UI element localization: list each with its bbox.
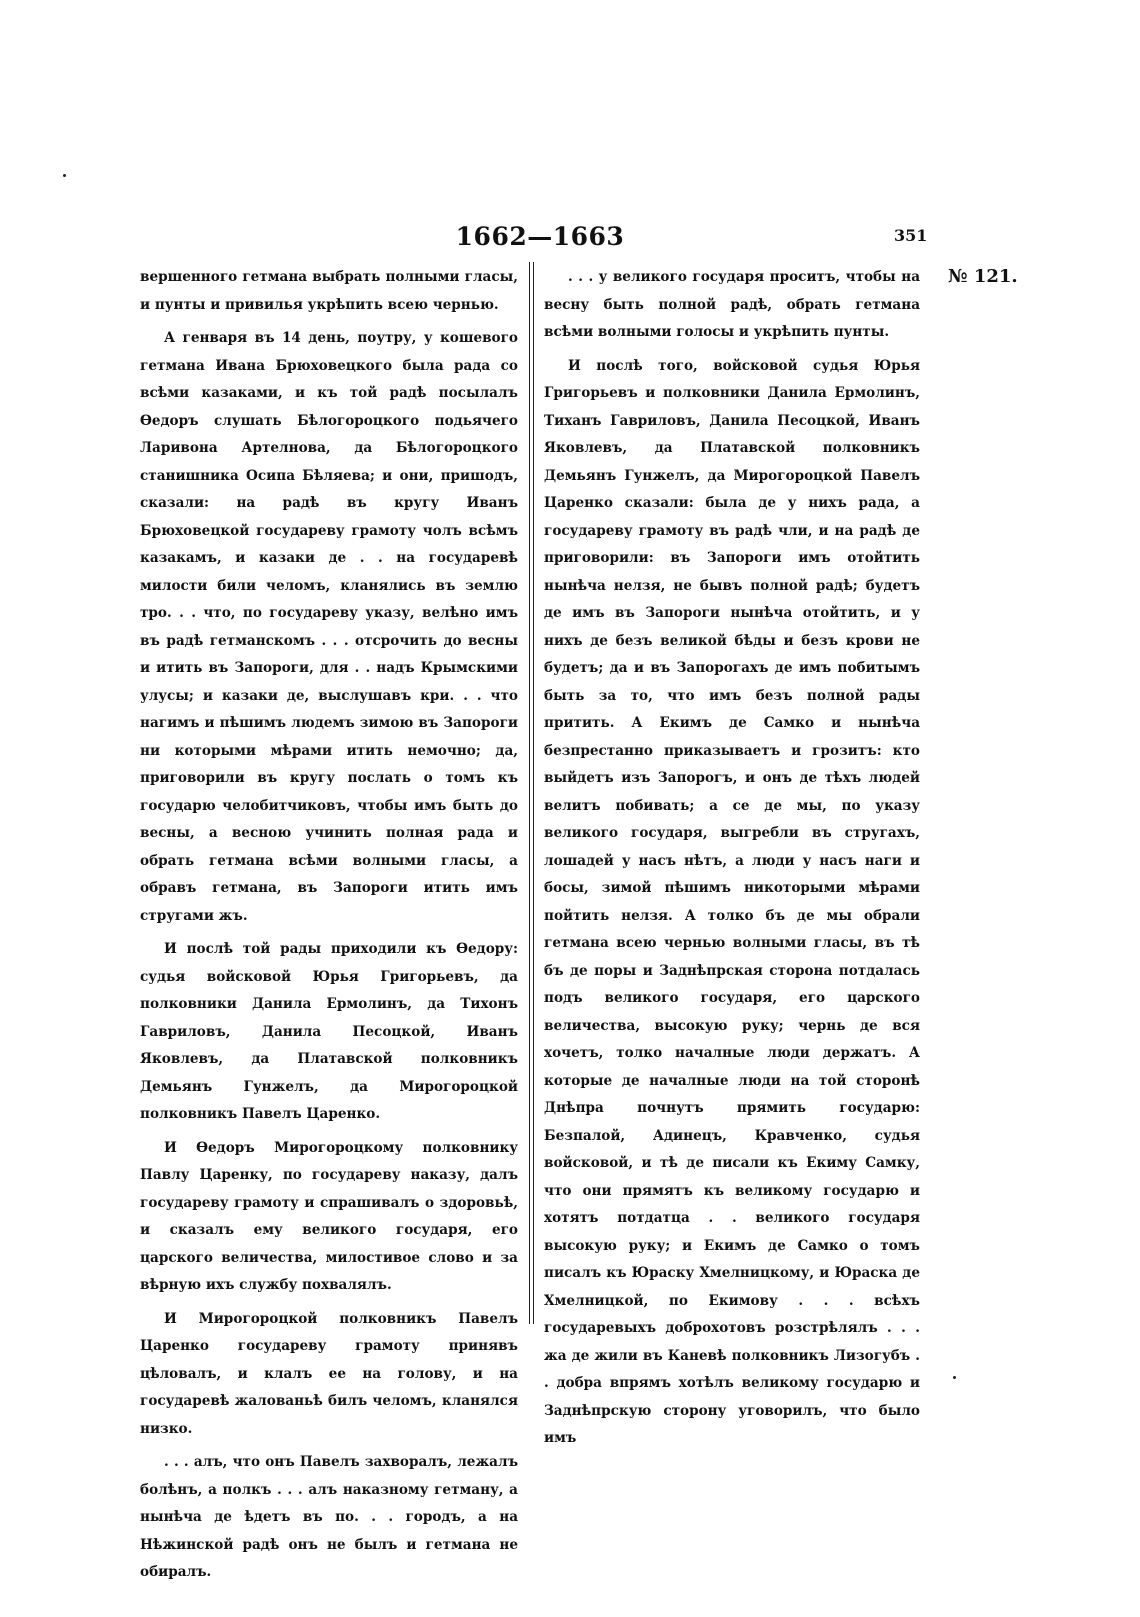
- paragraph: А генваря въ 14 день, поутру, у кошевого гетмана Ивана Брюховецкого была рада со всѣми казаками, и къ той радѣ посылалъ Ѳедоръ слушать Бѣлогороцкого подьячего Ларивона Артелнова, да Бѣлогороцкого станишника Осипа Бѣляева; и они, пришодъ, сказали: на радѣ въ кругу Иванъ Брюховецкой государеву грамоту чолъ всѣмъ казакамъ, и казаки де . . на государевѣ милости били челомъ, кланялись въ землю тро. . . что, по государеву указу, велѣно имъ въ радѣ гетманскомъ . . . отсрочить до весны и итить въ Запороги, для . . надъ Крымскими улусы; и казаки де, выслушавъ кри. . . что нагимъ и пѣшимъ людемъ зимою въ Запороги ни которыми мѣрами итить немочно; да, приговорили въ кругу послать о томъ къ государю челобитчиковъ, чтобы имъ быть до весны, а весною учинить полная рада и обрать гетмана всѣми волными гласы, а обравъ гетмана, въ Запороги итить имъ стругами жъ.: [140, 330, 518, 924]
- page-header: [0, 222, 1140, 252]
- left-column: [140, 264, 518, 1593]
- scan-speck: [63, 174, 66, 177]
- document-number: № 121.: [948, 266, 1018, 287]
- paragraph: . . . у великого государя проситъ, чтобы на весну быть полной радѣ, обрать гетмана всѣми волными голосы и укрѣпить пунты.: [544, 269, 920, 340]
- paragraph: . . . алъ, что онъ Павелъ захворалъ, лежалъ болѣнъ, а полкъ . . . алъ наказному гетману, а нынѣча де ѣдетъ въ по. . . городъ, а на Нѣжинской радѣ онъ не былъ и гетмана не обиралъ.: [140, 1454, 518, 1580]
- scan-speck: [953, 1376, 956, 1379]
- paragraph: И послѣ той рады приходили къ Ѳедору: судья войсковой Юрья Григорьевъ, да полковники Данила Ермолинъ, да Тихонъ Гавриловъ, Данила Песоцкой, Иванъ Яковлевъ, да Платавской полковникъ Демьянъ Гунжелъ, да Мирогороцкой полковникъ Павелъ Царенко.: [140, 941, 518, 1122]
- year-range-heading: 1662—1663: [455, 222, 625, 251]
- paragraph: вершенного гетмана выбрать полными гласы, и пунты и привилья укрѣпить всею чернью.: [140, 269, 518, 313]
- page-number: 351: [894, 226, 928, 245]
- paragraph: И Мирогороцкой полковникъ Павелъ Царенко государеву грамоту принявъ цѣловалъ, и клалъ ее на голову, и на государевѣ жалованьѣ билъ челомъ, кланялся низко.: [140, 1310, 518, 1437]
- column-divider: [529, 262, 534, 1324]
- paragraph: И послѣ того, войсковой судья Юрья Григорьевъ и полковники Данила Ермолинъ, Тиханъ Гавриловъ, Данила Песоцкой, Иванъ Яковлевъ, да Платавской полковникъ Демьянъ Гунжелъ, да Мирогороцкой Павелъ Царенко сказали: была де у нихъ рада, а государеву грамоту въ радѣ чли, и на радѣ де приговорили: въ Запороги имъ отойтить нынѣча нелзя, не бывъ полной радѣ; будетъ де имъ въ Запороги нынѣча отойтить, и у нихъ де безъ великой бѣды и безъ крови не будетъ; да и въ Запорогахъ де имъ побитымъ быть за то, что имъ безъ полной рады притить. А Екимъ де Самко и нынѣча безпрестанно приказываетъ и грозитъ: кто выйдетъ изъ Запорогъ, и онъ де тѣхъ людей велитъ побивать; а се де мы, по указу великого государя, выгребли въ стругахъ, лошадей у насъ нѣтъ, а люди у насъ наги и босы, зимой пѣшимъ никоторыми мѣрами пойтить нелзя. А толко бъ де мы обрали гетмана всею чернью волными гласы, въ тѣ бъ де поры и Заднѣпрская сторона потдалась подъ великого государя, его царского величества, высокую руку; чернь де вся хочетъ, толко началные люди держатъ. А которые де началные люди на той сторонѣ Днѣпра почнутъ прямить государю: Безпалой, Адинецъ, Кравченко, судья войсковой, и тѣ де писали къ Екиму Самку, что они прямятъ къ великому государю и хотятъ потдатца . . великого государя высокую руку; и Екимъ де Самко о томъ писалъ къ Юраску Хмелницкому, и Юраска де Хмелницкой, по Екимову . . . всѣхъ государевыхъ доброхотовъ розстрѣлялъ . . . жа де жили въ Каневѣ полковникъ Лизогубъ . . добра впрямъ хотѣлъ великому государю и Заднѣпрскую сторону уговорилъ, что было имъ: [544, 357, 920, 1446]
- paragraph: И Ѳедоръ Мирогороцкому полковнику Павлу Царенку, по государеву наказу, далъ государеву грамоту и спрашивалъ о здоровьѣ, и сказалъ ему великого государя, его царского величества, милостивое слово и за вѣрную ихъ службу похвалялъ.: [140, 1139, 518, 1293]
- right-column: [544, 264, 920, 1459]
